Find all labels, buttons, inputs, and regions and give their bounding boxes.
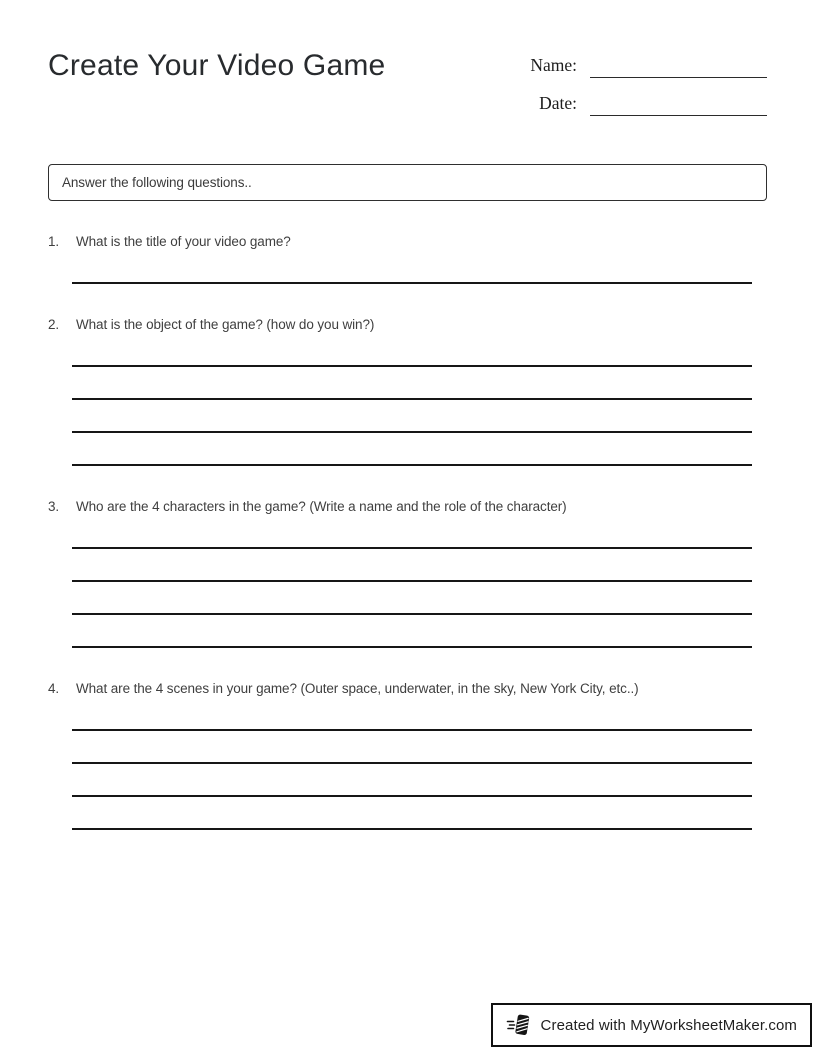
answer-line[interactable]: [72, 400, 752, 433]
question-text: What is the title of your video game?: [76, 234, 291, 249]
name-label: Name:: [530, 55, 577, 76]
question-item: [48, 680, 767, 830]
answer-line[interactable]: [72, 251, 752, 284]
date-input-line[interactable]: [590, 90, 767, 116]
name-date-block: [519, 52, 767, 128]
question-row: [48, 233, 767, 251]
question-row: [48, 498, 767, 516]
answer-line[interactable]: [72, 582, 752, 615]
question-item: [48, 498, 767, 648]
answer-line[interactable]: [72, 334, 752, 367]
date-field: [519, 90, 767, 116]
answer-line[interactable]: [72, 797, 752, 830]
question-item: [48, 233, 767, 284]
answer-line[interactable]: [72, 516, 752, 549]
question-number: 3.: [48, 499, 60, 514]
name-field: [519, 52, 767, 78]
question-text: Who are the 4 characters in the game? (Write a name and the role of the character): [76, 499, 567, 514]
questions-list: [48, 233, 767, 830]
question-number: 1.: [48, 234, 60, 249]
question-row: [48, 316, 767, 334]
question-text: What is the object of the game? (how do you win?): [76, 317, 375, 332]
answer-line[interactable]: [72, 549, 752, 582]
question-item: [48, 316, 767, 466]
answer-line[interactable]: [72, 433, 752, 466]
instructions-text: Answer the following questions..: [62, 175, 252, 190]
answer-line[interactable]: [72, 615, 752, 648]
answer-line[interactable]: [72, 731, 752, 764]
answer-line[interactable]: [72, 764, 752, 797]
question-number: 2.: [48, 317, 60, 332]
footer-credit-text: Created with MyWorksheetMaker.com: [540, 1016, 797, 1034]
name-input-line[interactable]: [590, 52, 767, 78]
question-text: What are the 4 scenes in your game? (Outer space, underwater, in the sky, New York City, etc..): [76, 681, 639, 696]
question-row: [48, 680, 767, 698]
worksheet-content: [48, 164, 767, 830]
page-title: Create Your Video Game: [48, 49, 386, 82]
instructions-box: [48, 164, 767, 201]
date-label: Date:: [539, 93, 577, 114]
question-number: 4.: [48, 681, 60, 696]
worksheet-maker-logo-icon: [506, 1012, 532, 1038]
footer-credit-badge: [491, 1003, 812, 1047]
answer-line[interactable]: [72, 698, 752, 731]
answer-line[interactable]: [72, 367, 752, 400]
